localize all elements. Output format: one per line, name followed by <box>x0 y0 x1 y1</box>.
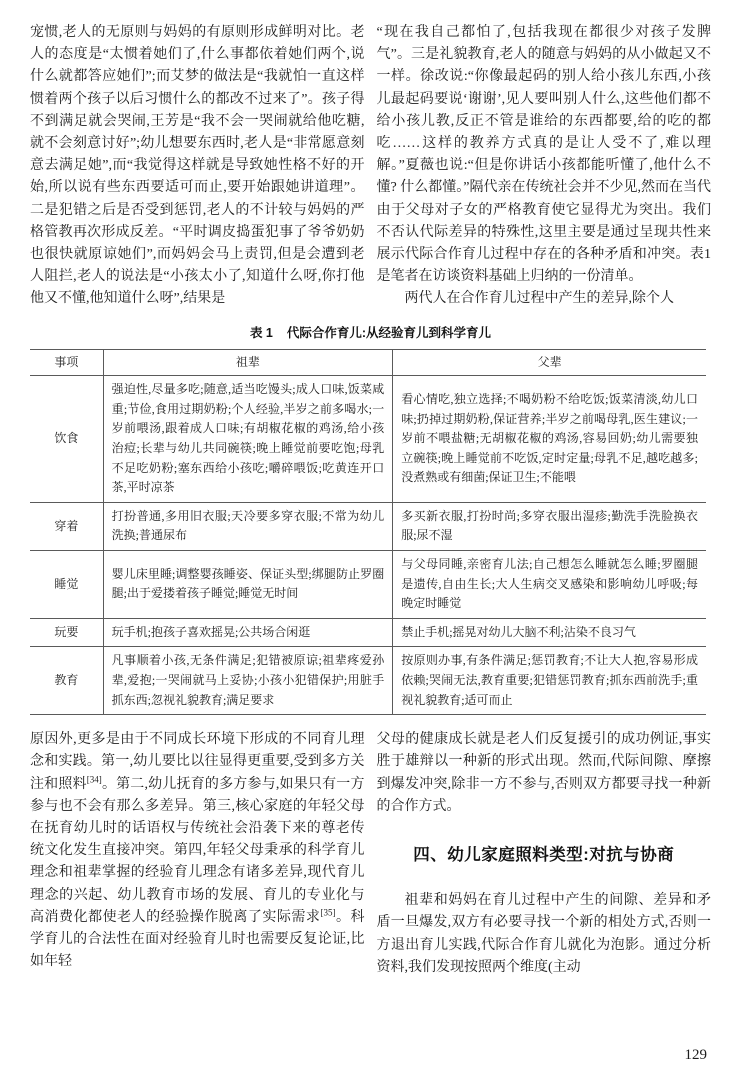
table-row <box>30 376 706 503</box>
body-paragraph: 宠惯,老人的无原则与妈妈的有原则形成鲜明对比。老人的态度是“太惯着她们了,什么事都依着她们两个,说什么就都答应她们”;而艾梦的做法是“我就怕一直这样惯着两个孩子以后习惯什么的都改不过来了”。孩子得不到满足就会哭闹,王芳是“我不会一哭闹就给他吃糖,就不会刻意讨好”;幼儿想要东西时,老人是“非常愿意刻意去满足她”,而“我觉得这样就是导致她性格不好的开始,所以说有些东西要适可而止,要开始跟她讲道理”。二是犯错之后是否受到惩罚,老人的不计较与妈妈的严格管教再次形成反差。“平时调皮捣蛋犯事了爷爷奶奶也很快就原谅她们”,而妈妈会马上责罚,但是会遭到老人阻拦,老人的说法是“小孩太小了,知道什么呀,你打他他又不懂,他知道什么呀”,结果是 <box>30 25 365 307</box>
text-run: 原因外,更多是由于不同成长环境下形成的不同育儿理念和实践。第一,幼儿要比以往显得更重要,受到多方关注和照料 <box>30 732 365 792</box>
cell-parents: 按原则办事,有条件满足;惩罚教育;不让大人抱,容易形成依赖;哭闹无法,教育重要;犯错惩罚教育;抓东西前洗手;重视礼貌教育;适可而止 <box>393 647 706 715</box>
header-parents: 父辈 <box>393 349 706 376</box>
cell-grandparents: 玩手机;抱孩子喜欢摇晃;公共场合闲逛 <box>103 618 393 647</box>
header-item: 事项 <box>30 349 103 376</box>
cell-item: 睡觉 <box>30 550 103 618</box>
bottom-left-column <box>30 729 365 979</box>
cell-grandparents: 强迫性,尽量多吃;随意,适当吃馒头;成人口味,饭菜咸重;节俭,食用过期奶粉;个人经验,半岁之前多喝水;一岁前喂汤,跟着成人口味;有胡椒花椒的鸡汤,给小孩治痘;长辈与幼儿共同碗筷;晚上睡觉前要吃饱;母乳不足吃奶粉;塞东西给小孩吃;嚼碎喂饭;吃黄连开口茶,平时凉茶 <box>103 376 393 503</box>
cell-parents: 多买新衣服,打扮时尚;多穿衣服出湿疹;勤洗手洗脸换衣服;尿不湿 <box>393 502 706 550</box>
cell-parents: 与父母同睡,亲密育儿法;自己想怎么睡就怎么睡;罗圈腿是遗传,自由生长;大人生病交叉感染和影响幼儿呼吸;每晚定时睡觉 <box>393 550 706 618</box>
citation-ref-34: [34] <box>86 773 102 784</box>
table-row <box>30 502 706 550</box>
cell-parents: 看心情吃,独立选择;不喝奶粉不给吃饭;饭菜清淡,幼儿口味;扔掉过期奶粉,保证营养;半岁之前喝母乳,医生建议;一岁前不喂盐糖;无胡椒花椒的鸡汤,容易回奶;幼儿需要独立碗筷;晚上睡觉前不吃饭,定时定量;母乳不足,越吃越多;没煮熟或有细菌;保证卫生;不能喂 <box>393 376 706 503</box>
citation-ref-35: [35] <box>320 907 336 918</box>
text-run: 。第二,幼儿抚育的多方参与,如果只有一方参与也不会有那么多差异。第三,核心家庭的年轻父母在抚育幼儿时的话语权与传统社会沿袭下来的尊老传统文化发生直接冲突。第四,年轻父母秉承的科学育儿理念和祖辈掌握的经验育儿理念有诸多差异,现代育儿理念的兴起、幼儿教育市场的发展、育儿的专业化与高消费化都使老人的经验操作脱离了实际需求 <box>30 776 365 925</box>
body-paragraph: 祖辈和妈妈在育儿过程中产生的间隙、差异和矛盾一旦爆发,双方有必要寻找一个新的相处方式,否则一方退出育儿实践,代际合作育儿就化为泡影。通过分析资料,我们发现按照两个维度(主动 <box>376 893 711 975</box>
table-header-row <box>30 349 706 376</box>
generation-comparison-table <box>30 349 706 716</box>
body-paragraph: 父母的健康成长就是老人们反复援引的成功例证,事实胜于雄辩以一种新的形式出现。然而,代际间隙、摩擦到爆发冲突,除非一方不参与,否则双方都要寻找一种新的合作方式。 <box>376 732 711 814</box>
table-row <box>30 550 706 618</box>
header-grandparents: 祖辈 <box>103 349 393 376</box>
cell-grandparents: 凡事顺着小孩,无条件满足;犯错被原谅;祖辈疼爱孙辈,爱抱;一哭闹就马上妥协;小孩小犯错保护;用脏手抓东西;忽视礼貌教育;满足要求 <box>103 647 393 715</box>
bottom-right-column <box>377 729 712 979</box>
cell-grandparents: 婴儿床里睡;调整婴孩睡姿、保证头型;绑腿防止罗圈腿;出于爱搂着孩子睡觉;睡觉无时间 <box>103 550 393 618</box>
cell-parents: 禁止手机;摇晃对幼儿大脑不利;沾染不良习气 <box>393 618 706 647</box>
body-paragraph <box>30 729 365 973</box>
body-paragraph: 两代人在合作育儿过程中产生的差异,除个人 <box>404 291 674 307</box>
top-left-column <box>30 22 365 311</box>
body-paragraph: “现在我自己都怕了,包括我现在都很少对孩子发脾气”。三是礼貌教育,老人的随意与妈妈的从小做起又不一样。徐改说:“你像最起码的别人给小孩儿东西,小孩儿最起码要说‘谢谢’,见人要叫别人什么,这些他们都不给小孩儿教,反正不管是谁给的东西都要,给的吃的都吃……这样的教养方式真的是让人受不了,难以理解。”夏薇也说:“但是你讲话小孩都能听懂了,他什么不懂? 什么都懂。”隔代亲在传统社会并不少见,然而在当代由于父母对子女的严格教育使它显得尤为突出。我们不否认代际差异的特殊性,这里主要是通过呈现共性来展示代际合作育儿过程中存在的各种矛盾和冲突。表1是笔者在访谈资料基础上归纳的一份清单。 <box>376 25 711 285</box>
cell-item: 玩要 <box>30 618 103 647</box>
bottom-text-columns <box>30 729 711 979</box>
top-right-column <box>377 22 712 311</box>
cell-item: 穿着 <box>30 502 103 550</box>
cell-item: 饮食 <box>30 376 103 503</box>
table-row <box>30 647 706 715</box>
section-heading: 四、幼儿家庭照料类型:对抗与协商 <box>413 845 675 864</box>
text-run: 。科学育儿的合法性在面对经验育儿时也需要反复论证,比如年轻 <box>30 909 365 970</box>
top-text-columns <box>30 22 711 311</box>
table-block <box>30 323 711 716</box>
page-number: 129 <box>684 1047 707 1063</box>
table-caption-label: 表 1 <box>249 325 273 340</box>
table-row <box>30 618 706 647</box>
cell-item: 教育 <box>30 647 103 715</box>
table-caption <box>30 323 711 341</box>
cell-grandparents: 打扮普通,多用旧衣服;天冷要多穿衣服;不常为幼儿洗换;普通尿布 <box>103 502 393 550</box>
table-caption-title: 代际合作育儿:从经验育儿到科学育儿 <box>286 325 492 340</box>
